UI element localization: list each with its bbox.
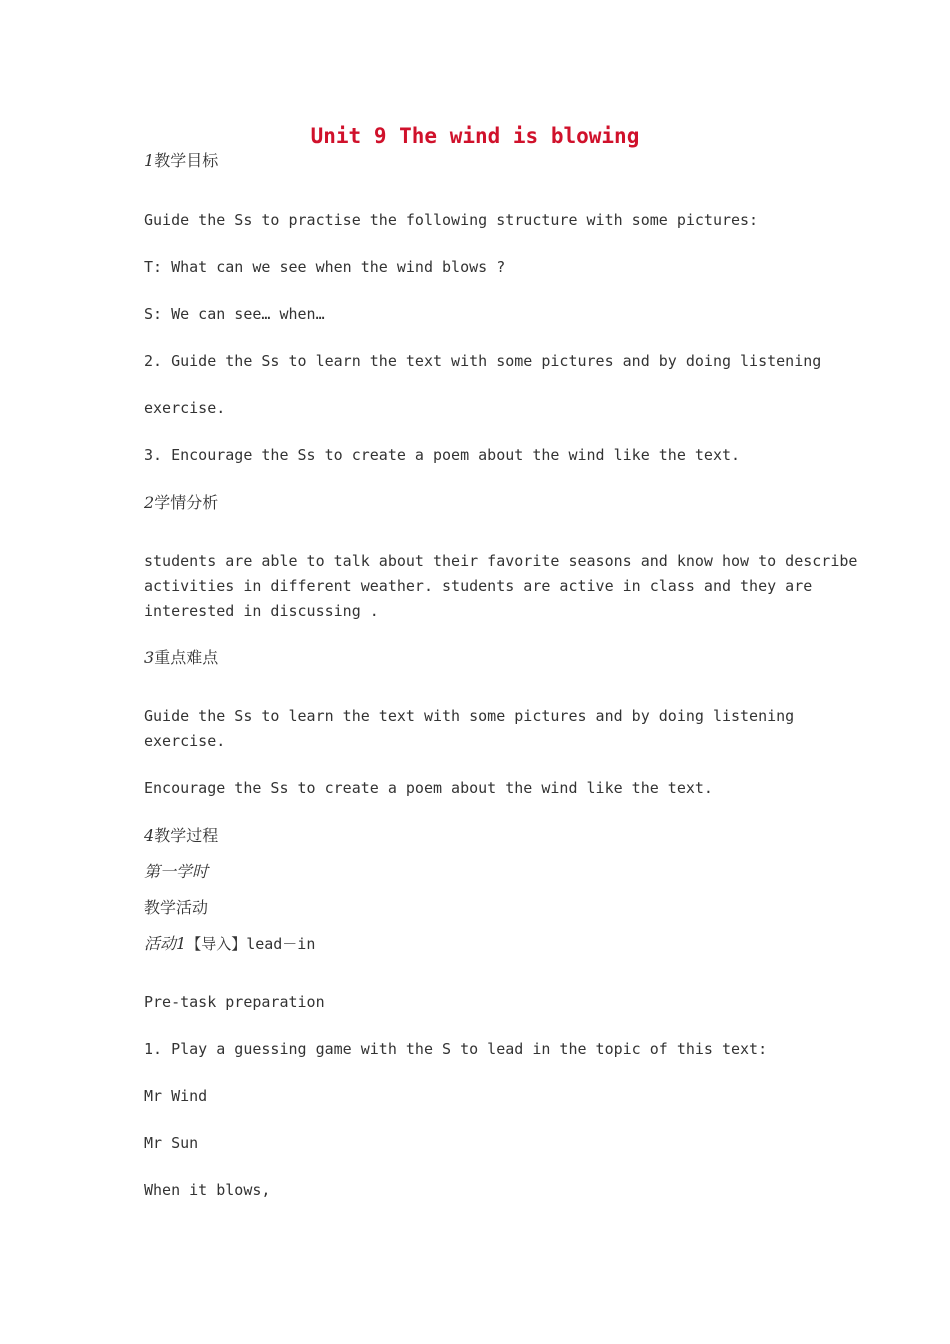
section-label: 教学过程 — [154, 826, 219, 845]
objective-line: 3. Encourage the Ss to create a poem about the wind like the text. — [144, 446, 741, 464]
activity-1-title: 【导入】lead－in — [186, 935, 316, 953]
poem-line: Mr Wind — [144, 1087, 208, 1105]
poem-line: Mr Sun — [144, 1134, 199, 1152]
section-heading-analysis — [144, 492, 218, 514]
section-number: 2 — [144, 493, 155, 512]
objective-line: T: What can we see when the wind blows ? — [144, 258, 506, 276]
analysis-line: students are able to talk about their favorite seasons and know how to describe — [144, 552, 858, 570]
objective-line: exercise. — [144, 399, 226, 417]
analysis-line: activities in different weather. students are active in class and they are — [144, 577, 813, 595]
section-label: 重点难点 — [154, 648, 219, 667]
document-title: Unit 9 The wind is blowing — [310, 124, 640, 148]
keypoint-line: Encourage the Ss to create a poem about the wind like the text. — [144, 779, 713, 797]
section-heading-process — [144, 825, 218, 847]
poem-line: When it blows, — [144, 1181, 271, 1199]
activity-1-heading — [144, 933, 315, 955]
objective-line: S: We can see… when… — [144, 305, 325, 323]
pretask-line: Pre-task preparation — [144, 993, 325, 1011]
step-line: 1. Play a guessing game with the S to lead in the topic of this text: — [144, 1040, 768, 1058]
analysis-line: interested in discussing . — [144, 602, 379, 620]
section-number: 4 — [144, 826, 155, 845]
section-number: 3 — [144, 648, 155, 667]
objective-line: Guide the Ss to practise the following structure with some pictures: — [144, 211, 759, 229]
activities-label: 教学活动 — [144, 898, 209, 917]
section-heading-objectives — [144, 150, 218, 172]
lesson-label: 第一学时 — [144, 862, 209, 881]
keypoint-line: exercise. — [144, 732, 226, 750]
keypoint-line: Guide the Ss to learn the text with some pictures and by doing listening — [144, 707, 795, 725]
section-heading-keypoints — [144, 647, 218, 669]
section-number: 1 — [144, 151, 155, 170]
activity-1-label: 活动1 — [144, 934, 187, 953]
objective-line: 2. Guide the Ss to learn the text with some pictures and by doing listening — [144, 352, 822, 370]
section-label: 学情分析 — [154, 493, 219, 512]
section-label: 教学目标 — [154, 151, 219, 170]
